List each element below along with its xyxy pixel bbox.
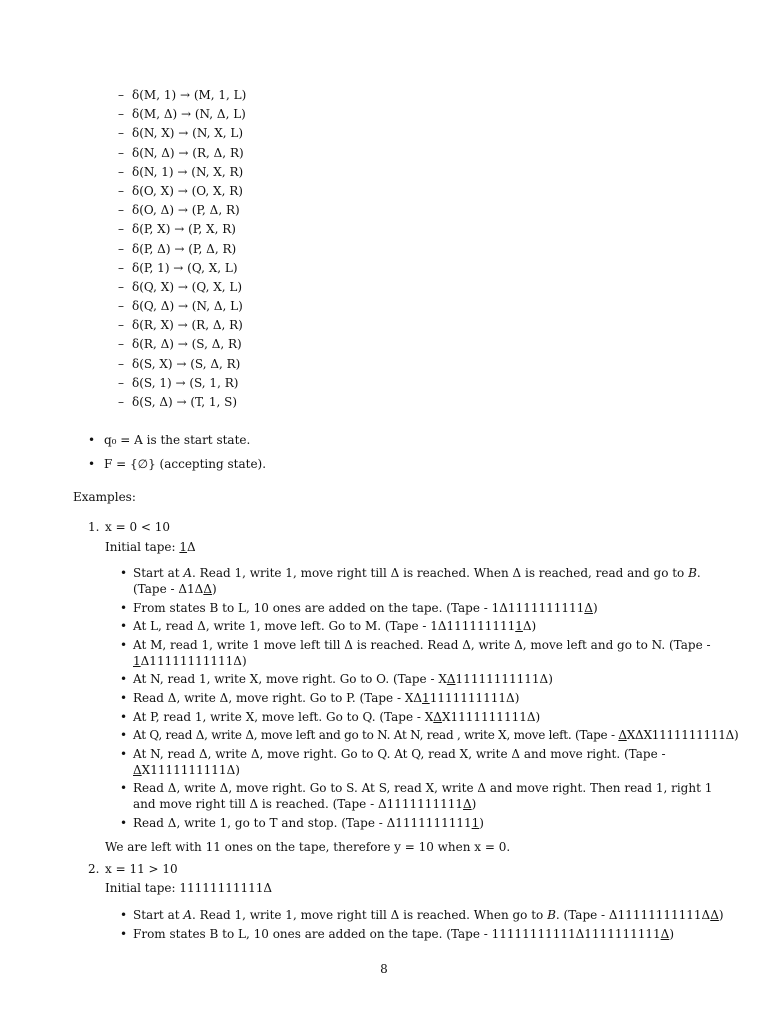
- transition-item: – δ(M, 1) → (M, 1, L): [118, 88, 247, 102]
- transition-item: – δ(O, Δ) → (P, Δ, R): [118, 203, 240, 218]
- transition-item: – δ(O, X) → (O, X, R): [118, 183, 243, 198]
- list-item: • Read Δ, write Δ, move right. Go to P. (Tape - XΔ11111111111Δ): [133, 690, 725, 706]
- transition-item: – δ(R, X) → (R, Δ, R): [118, 318, 243, 333]
- transition-item: – δ(S, 1) → (S, 1, R): [118, 375, 239, 390]
- list-item: • From states B to L, 10 ones are added on the tape. (Tape - 11111111111Δ1111111111Δ): [133, 926, 725, 942]
- example-1-steps: [133, 565, 739, 834]
- accepting-state-item: • F = {∅} (accepting state).: [88, 457, 267, 471]
- list-item: • At M, read 1, write 1 move left till Δ is reached. Read Δ, write Δ, move left and go to N. (Tape - 1Δ11111111111Δ): [133, 637, 725, 669]
- list-item: • At P, read 1, write X, move left. Go to Q. (Tape - XΔX1111111111Δ): [133, 709, 725, 725]
- transition-item: – δ(N, 1) → (N, X, R): [118, 164, 244, 179]
- transition-item: – δ(S, Δ) → (T, 1, S): [118, 395, 238, 409]
- transition-item: – δ(R, Δ) → (S, Δ, R): [118, 337, 242, 352]
- list-item: • At L, read Δ, write 1, move left. Go to M. (Tape - 1Δ1111111111Δ): [133, 618, 725, 634]
- example-1-initial-tape: Initial tape: 1Δ: [105, 540, 196, 554]
- transition-item: – δ(P, 1) → (Q, X, L): [118, 260, 238, 275]
- list-item: • At N, read 1, write X, move right. Go to O. (Tape - XΔ11111111111Δ): [133, 671, 725, 687]
- transition-list: [118, 86, 246, 412]
- list-item: • Start at A. Read 1, write 1, move right till Δ is reached. When go to B. (Tape - Δ11111111111ΔΔ): [133, 907, 725, 923]
- example-2-initial-tape: Initial tape: 11111111111Δ: [105, 881, 273, 895]
- transition-item: – δ(N, Δ) → (R, Δ, R): [118, 145, 244, 160]
- transition-item: – δ(P, Δ) → (P, Δ, R): [118, 241, 237, 256]
- transition-item: – δ(N, X) → (N, X, L): [118, 126, 244, 141]
- transition-item: – δ(P, X) → (P, X, R): [118, 222, 236, 237]
- list-item: • From states B to L, 10 ones are added on the tape. (Tape - 1Δ1111111111Δ): [133, 600, 725, 616]
- example-2-heading: 2. x = 11 > 10: [88, 862, 178, 876]
- page-number: 8: [380, 962, 388, 976]
- transition-item: – δ(M, Δ) → (N, Δ, L): [118, 107, 246, 122]
- list-item: • At N, read Δ, write Δ, move right. Go to Q. At Q, read X, write Δ and move right. (Tape - ΔX1111111111Δ): [133, 746, 725, 778]
- transition-item: – δ(Q, X) → (Q, X, L): [118, 279, 243, 294]
- transition-item: – δ(S, X) → (S, Δ, R): [118, 356, 241, 371]
- transition-item: – δ(Q, Δ) → (N, Δ, L): [118, 299, 243, 314]
- example-1-conclusion: We are left with 11 ones on the tape, therefore y = 10 when x = 0.: [105, 840, 511, 854]
- list-item: • Read Δ, write Δ, move right. Go to S. At S, read X, write Δ and move right. Then read 1, right 1 and move right till Δ is reached. (Tape - Δ1111111111Δ): [133, 780, 725, 812]
- example-1-heading: 1. x = 0 < 10: [88, 520, 171, 534]
- start-state-item: • q₀ = A is the start state.: [88, 433, 251, 447]
- list-item: • Read Δ, write 1, go to T and stop. (Tape - Δ11111111111): [133, 815, 725, 831]
- example-2-steps: [133, 907, 725, 944]
- list-item: • Start at A. Read 1, write 1, move right till Δ is reached. When Δ is reached, read and go to B. (Tape - Δ1ΔΔ): [133, 565, 725, 597]
- examples-heading: Examples:: [73, 490, 136, 504]
- list-item: • At Q, read Δ, write Δ, move left and go to N. At N, read , write X, move left. (Tape - ΔXΔX1111111111Δ): [133, 727, 725, 743]
